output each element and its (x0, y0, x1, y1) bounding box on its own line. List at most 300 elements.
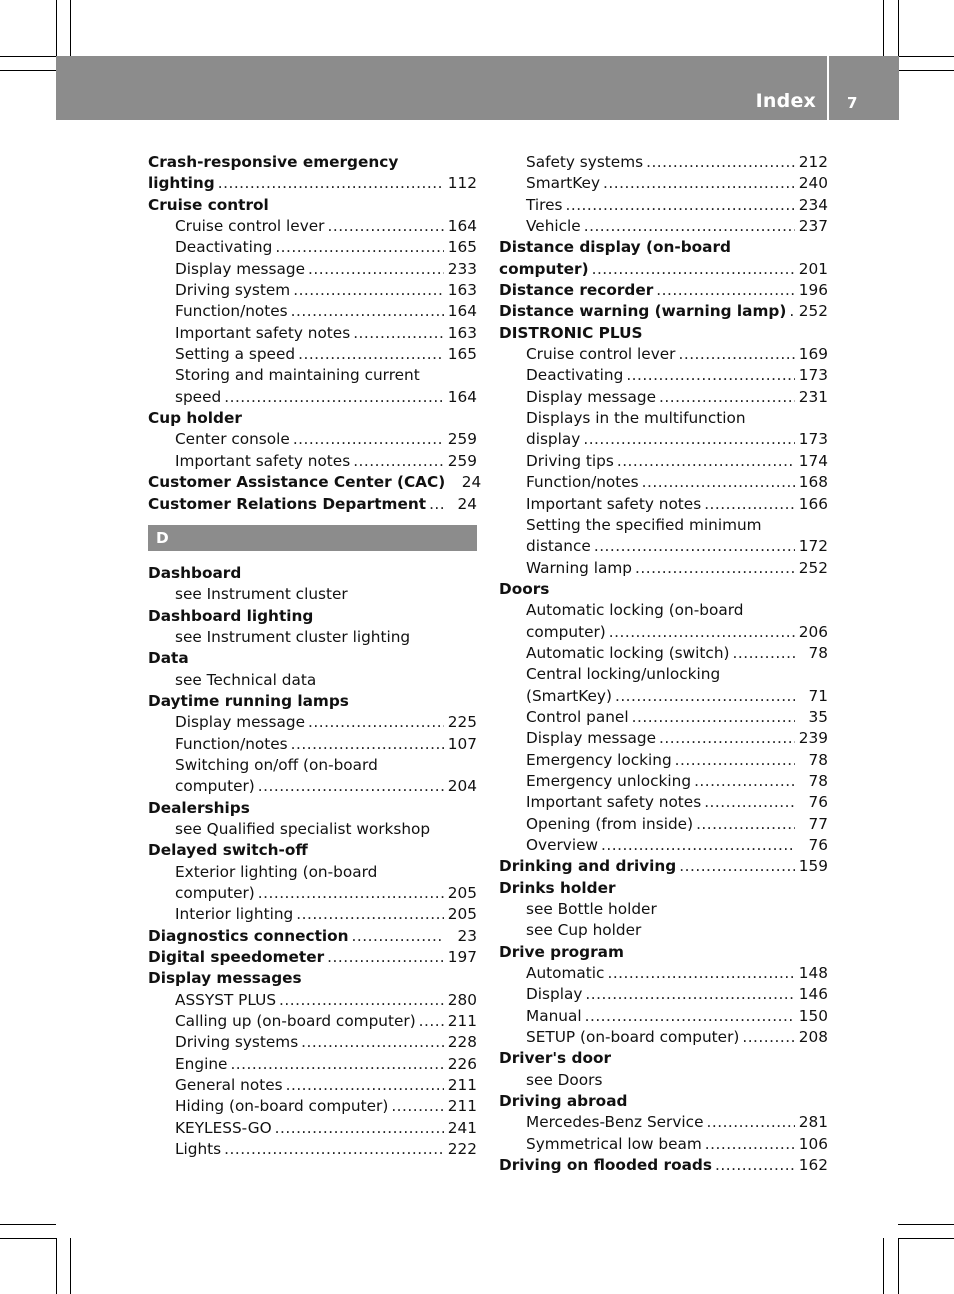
dot-leader (291, 301, 444, 322)
page-reference: 159 (798, 857, 828, 876)
entry-label: Mercedes-Benz Service (526, 1113, 704, 1132)
page-reference: 148 (798, 964, 828, 983)
entry-label: speed (175, 387, 222, 406)
entry-label: Storing and maintaining current (175, 366, 420, 385)
entry-label: Automatic locking (switch) (526, 643, 730, 662)
index-subentry (499, 173, 828, 194)
entry-label: computer) (499, 259, 589, 278)
entry-label: Display messages (148, 969, 302, 988)
page-reference: 35 (808, 707, 828, 726)
entry-label: Cruise control lever (175, 217, 325, 236)
page-reference: 78 (808, 771, 828, 790)
entry-label: Display message (526, 387, 656, 406)
index-subentry (499, 771, 828, 792)
crop-mark (0, 56, 56, 57)
entry-label: Driving systems (175, 1033, 299, 1052)
index-entry (499, 579, 828, 600)
crop-mark (0, 70, 56, 71)
index-subentry (148, 883, 477, 904)
page-reference: 78 (808, 643, 828, 662)
entry-label: see Cup holder (526, 921, 642, 940)
entry-label: Delayed switch-off (148, 841, 308, 860)
entry-label: Vehicle (526, 217, 581, 236)
index-subentry (499, 558, 828, 579)
entry-label: Driving abroad (499, 1092, 628, 1111)
entry-label: Automatic (526, 964, 605, 983)
index-subentry (148, 584, 477, 605)
dot-leader (789, 301, 795, 322)
index-entry (148, 648, 477, 669)
entry-label: Important safety notes (526, 793, 702, 812)
crop-mark (0, 1224, 56, 1225)
index-subentry (148, 1054, 477, 1075)
entry-label: Emergency unlocking (526, 771, 692, 790)
entry-label: Setting the specified minimum (526, 515, 762, 534)
index-entry (148, 840, 477, 861)
index-subentry (499, 1112, 828, 1133)
crop-mark (898, 56, 954, 57)
dot-leader (585, 1006, 795, 1027)
index-entry (499, 237, 828, 258)
entry-label: Exterior lighting (on-board (175, 862, 378, 881)
entry-label: Calling up (on-board computer) (175, 1012, 416, 1031)
dot-leader (742, 1027, 795, 1048)
index-subentry (148, 237, 477, 258)
entry-label: Warning lamp (526, 558, 632, 577)
index-entry (148, 195, 477, 216)
dot-leader (352, 926, 444, 947)
index-subentry (499, 899, 828, 920)
page-reference: 112 (447, 174, 477, 193)
dot-leader (601, 835, 795, 856)
dot-leader (594, 536, 795, 557)
dot-leader (704, 494, 795, 515)
index-subentry (148, 280, 477, 301)
page-reference: 212 (798, 153, 828, 171)
crop-mark (898, 0, 899, 56)
index-entry (148, 798, 477, 819)
entry-label: SETUP (on-board computer) (526, 1028, 740, 1047)
page-reference: 252 (798, 302, 828, 321)
index-subentry (499, 686, 828, 707)
entry-label: Diagnostics connection (148, 926, 349, 945)
entry-label: Dashboard lighting (148, 606, 314, 625)
index-subentry (499, 643, 828, 664)
entry-label: see Technical data (175, 670, 317, 689)
page-reference: 231 (798, 387, 828, 406)
index-subentry (499, 408, 828, 429)
entry-label: Drinks holder (499, 878, 616, 897)
index-subentry (148, 819, 477, 840)
index-subentry (499, 622, 828, 643)
index-entry (148, 926, 477, 947)
index-entry (499, 1155, 828, 1176)
entry-label: Switching on/off (on-board (175, 755, 378, 774)
page-reference: 228 (447, 1033, 477, 1052)
entry-label: see Doors (526, 1070, 603, 1089)
entry-label: Interior lighting (175, 905, 294, 924)
index-subentry (499, 365, 828, 386)
index-subentry (499, 600, 828, 621)
dot-leader (298, 344, 444, 365)
header-divider (827, 56, 829, 120)
page-reference: 165 (447, 238, 477, 257)
page-reference: 173 (798, 366, 828, 385)
index-subentry (499, 707, 828, 728)
dot-leader (308, 712, 444, 733)
entry-label: Cruise control lever (526, 345, 676, 364)
entry-label: Distance display (on-board (499, 238, 731, 257)
page-reference: 78 (808, 750, 828, 769)
crop-mark (56, 1238, 57, 1294)
index-subentry (148, 216, 477, 237)
page-reference: 24 (457, 494, 477, 513)
index-subentry (499, 536, 828, 557)
dot-leader (615, 686, 795, 707)
entry-label: lighting (148, 174, 215, 193)
dot-leader (291, 734, 444, 755)
dot-leader (626, 365, 795, 386)
page-reference: 252 (798, 558, 828, 577)
index-subentry (148, 301, 477, 322)
index-entry (499, 942, 828, 963)
crop-mark (70, 1238, 71, 1294)
page-reference: 205 (447, 884, 477, 902)
index-subentry (148, 365, 477, 386)
index-subentry (499, 152, 828, 173)
page-reference: 163 (447, 323, 477, 342)
entry-label: Overview (526, 836, 599, 854)
dot-leader (293, 429, 444, 450)
page-reference: 174 (798, 451, 828, 470)
dot-leader (296, 904, 444, 925)
entry-label: distance (526, 537, 591, 556)
index-subentry (499, 344, 828, 365)
entry-label: computer) (526, 622, 606, 641)
entry-label: Driving tips (526, 451, 614, 470)
entry-label: computer) (175, 884, 255, 902)
page-reference: 211 (447, 1097, 477, 1116)
dot-leader (224, 1139, 444, 1160)
dot-leader (258, 776, 444, 797)
entry-label: Cruise control (148, 195, 269, 214)
index-entry (148, 408, 477, 429)
entry-label: Display message (526, 729, 656, 748)
dot-leader (584, 216, 795, 237)
crop-mark (70, 0, 71, 56)
dot-leader (675, 750, 795, 771)
dot-leader (258, 883, 444, 904)
entry-label: Dealerships (148, 798, 250, 817)
index-entry (148, 494, 477, 515)
entry-label: Display (526, 985, 583, 1004)
dot-leader (632, 707, 795, 728)
index-subentry (148, 429, 477, 450)
dot-leader (659, 728, 795, 749)
dot-leader (224, 387, 444, 408)
index-subentry (499, 515, 828, 536)
entry-label: Control panel (526, 707, 629, 726)
entry-label: Driving system (175, 281, 291, 300)
entry-label: Customer Relations Department (148, 494, 427, 513)
page-reference: 197 (447, 948, 477, 967)
dot-leader (607, 963, 795, 984)
entry-label: (SmartKey) (526, 686, 612, 705)
page-reference: 173 (798, 430, 828, 449)
entry-label: Cup holder (148, 409, 242, 428)
page-reference: 150 (798, 1006, 828, 1025)
index-entry (499, 1091, 828, 1112)
index-subentry (499, 195, 828, 216)
entry-label: Crash-responsive emergency (148, 153, 399, 171)
dot-leader (617, 451, 795, 472)
dot-leader (696, 814, 795, 835)
entry-label: see Bottle holder (526, 900, 657, 919)
entry-label: Distance warning (warning lamp) (499, 302, 787, 321)
crop-mark (0, 1238, 56, 1239)
index-subentry (499, 792, 828, 813)
entry-label: KEYLESS-GO (175, 1118, 272, 1137)
dot-leader (732, 643, 795, 664)
dot-leader (592, 259, 795, 280)
page-reference: 259 (447, 451, 477, 470)
dot-leader (275, 1118, 444, 1139)
entry-label: Function/notes (175, 302, 288, 321)
index-entry (499, 259, 828, 280)
page-reference: 206 (798, 622, 828, 641)
dot-leader (585, 984, 795, 1005)
index-entry (148, 563, 477, 584)
index-subentry (499, 1006, 828, 1027)
index-subentry (499, 1134, 828, 1155)
entry-label: Central locking/unlocking (526, 665, 721, 684)
dot-leader (429, 494, 444, 515)
page-reference: 204 (447, 777, 477, 796)
entry-label: Manual (526, 1006, 582, 1025)
entry-label: Deactivating (526, 366, 624, 385)
index-subentry (148, 1032, 477, 1053)
page-reference: 172 (798, 537, 828, 556)
page-reference: 196 (798, 281, 828, 300)
dot-leader (635, 558, 795, 579)
index-subentry (148, 344, 477, 365)
index-entry (148, 606, 477, 627)
entry-label: Hiding (on-board computer) (175, 1097, 389, 1116)
entry-label: DISTRONIC PLUS (499, 323, 643, 342)
crop-mark (898, 1224, 954, 1225)
dot-leader (704, 792, 795, 813)
page-number: 7 (847, 94, 858, 112)
entry-label: SmartKey (526, 174, 601, 193)
crop-mark (883, 1238, 884, 1294)
entry-label: Function/notes (526, 473, 639, 492)
dot-leader (275, 237, 444, 258)
index-subentry (148, 1139, 477, 1160)
index-subentry (499, 963, 828, 984)
index-subentry (148, 627, 477, 648)
index-subentry (499, 1070, 828, 1091)
index-subentry (148, 670, 477, 691)
index-subentry (148, 1075, 477, 1096)
page-reference: 164 (447, 217, 477, 236)
entry-label: ASSYST PLUS (175, 990, 277, 1009)
page-reference: 163 (447, 281, 477, 300)
index-subentry (499, 920, 828, 941)
entry-label: see Instrument cluster (175, 585, 348, 604)
entry-label: display (526, 430, 581, 449)
page-reference: 162 (798, 1156, 828, 1175)
dot-leader (583, 429, 795, 450)
page-reference: 226 (447, 1054, 477, 1073)
index-subentry (499, 472, 828, 493)
page-reference: 164 (447, 302, 477, 321)
page-reference: 165 (447, 345, 477, 364)
index-subentry (148, 259, 477, 280)
entry-label: Symmetrical low beam (526, 1134, 702, 1153)
crop-mark (898, 70, 954, 71)
entry-label: General notes (175, 1076, 283, 1095)
index-subentry (148, 712, 477, 733)
dot-leader (327, 216, 444, 237)
entry-label: Data (148, 649, 189, 668)
index-subentry (499, 387, 828, 408)
index-entry (148, 152, 477, 173)
dot-leader (565, 195, 795, 216)
index-subentry (148, 1118, 477, 1139)
entry-label: Emergency locking (526, 750, 672, 769)
index-entry (148, 691, 477, 712)
index-subentry (499, 216, 828, 237)
index-entry (499, 856, 828, 877)
page-reference: 211 (447, 1076, 477, 1095)
page-reference: 107 (447, 734, 477, 753)
dot-leader (353, 451, 444, 472)
entry-label: Customer Assistance Center (CAC) (148, 473, 446, 492)
index-subentry (148, 323, 477, 344)
entry-label: Safety systems (526, 153, 644, 171)
index-subentry (148, 451, 477, 472)
page-reference: 76 (808, 836, 828, 854)
entry-label: Deactivating (175, 238, 273, 257)
page-reference: 233 (447, 259, 477, 278)
index-subentry (148, 734, 477, 755)
page-reference: 240 (798, 174, 828, 193)
entry-label: see Qualified specialist workshop (175, 819, 431, 838)
index-subentry (148, 755, 477, 776)
page-reference: 146 (798, 985, 828, 1004)
page-reference: 71 (808, 686, 828, 705)
entry-label: Display message (175, 713, 305, 732)
entry-label: Important safety notes (175, 323, 351, 342)
page-reference: 205 (447, 905, 477, 924)
index-entry (148, 968, 477, 989)
index-subentry (499, 1027, 828, 1048)
index-subentry (148, 387, 477, 408)
page-reference: 234 (798, 195, 828, 214)
entry-label: Driver's door (499, 1049, 612, 1068)
dot-leader (293, 280, 444, 301)
dot-leader (419, 1011, 444, 1032)
index-subentry (499, 814, 828, 835)
index-subentry (499, 750, 828, 771)
entry-label: Center console (175, 430, 290, 449)
index-subentry (148, 776, 477, 797)
dot-leader (679, 856, 795, 877)
entry-label: Drive program (499, 942, 624, 961)
entry-label: Important safety notes (526, 494, 702, 513)
entry-label: Driving on flooded roads (499, 1156, 712, 1175)
index-subentry (148, 862, 477, 883)
crop-mark (898, 1238, 954, 1239)
entry-label: Lights (175, 1140, 222, 1159)
page-reference: 23 (457, 926, 477, 945)
entry-label: Setting a speed (175, 345, 296, 364)
page-reference: 166 (798, 494, 828, 513)
dot-leader (230, 1054, 444, 1075)
index-entry (499, 280, 828, 301)
page-reference: 24 (461, 473, 482, 492)
page-reference: 281 (798, 1113, 828, 1132)
entry-label: Important safety notes (175, 451, 351, 470)
dot-leader (301, 1032, 444, 1053)
index-subentry (499, 984, 828, 1005)
index-entry (499, 1048, 828, 1069)
dot-leader (286, 1075, 444, 1096)
page-header (56, 56, 899, 120)
index-column-right (499, 152, 828, 1177)
entry-label: Dashboard (148, 563, 242, 582)
page-reference: 77 (808, 814, 828, 833)
index-subentry (499, 835, 828, 856)
section-letter-bar: D (148, 525, 477, 551)
index-entry (499, 323, 828, 344)
dot-leader (715, 1155, 795, 1176)
dot-leader (705, 1134, 795, 1155)
entry-label: computer) (175, 777, 255, 796)
entry-label: Display message (175, 259, 305, 278)
dot-leader (642, 472, 795, 493)
page-reference: 237 (798, 217, 828, 236)
dot-leader (678, 344, 795, 365)
index-subentry (499, 664, 828, 685)
entry-label: see Instrument cluster lighting (175, 627, 411, 646)
page-reference: 169 (798, 345, 828, 364)
dot-leader (609, 622, 795, 643)
index-subentry (148, 904, 477, 925)
index-entry (148, 173, 477, 194)
crop-mark (883, 0, 884, 56)
page-reference: 76 (808, 793, 828, 812)
header-title: Index (755, 90, 816, 112)
dot-leader (603, 173, 795, 194)
entry-label: Distance recorder (499, 281, 654, 300)
dot-leader (218, 173, 444, 194)
index-entry (499, 878, 828, 899)
index-column-left (148, 152, 482, 1160)
entry-label: Engine (175, 1054, 228, 1073)
dot-leader (659, 387, 795, 408)
entry-label: Displays in the multifunction (526, 409, 746, 428)
entry-label: Automatic locking (on-board (526, 601, 744, 620)
index-subentry (148, 1011, 477, 1032)
page-reference: 106 (798, 1134, 828, 1153)
index-subentry (499, 494, 828, 515)
page-reference: 168 (798, 473, 828, 492)
entry-label: Tires (526, 195, 563, 214)
page-reference: 211 (447, 1012, 477, 1031)
entry-label: Daytime running lamps (148, 691, 349, 710)
entry-label: Doors (499, 579, 550, 598)
